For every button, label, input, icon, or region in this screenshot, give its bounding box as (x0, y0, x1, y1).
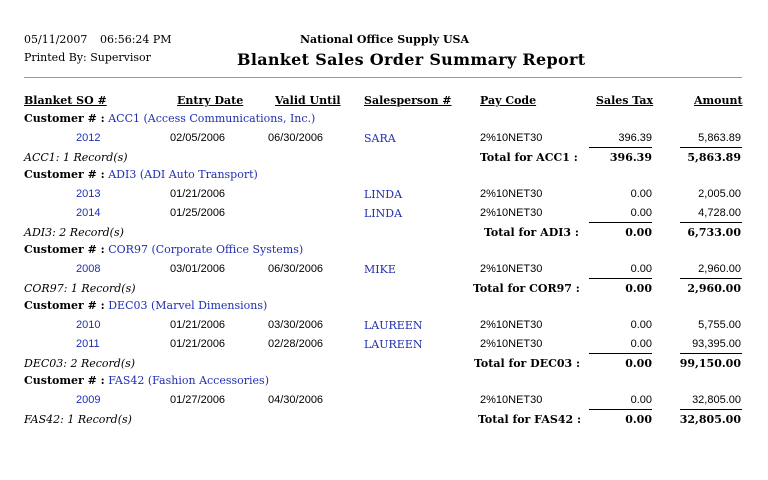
amount-cell: 5,755.00 (698, 319, 741, 331)
salesperson-link[interactable]: LINDA (364, 207, 403, 220)
customer-name-link[interactable]: ADI3 (ADI Auto Transport) (108, 168, 258, 181)
customer-group-header (24, 243, 303, 256)
group-total-amount: 6,733.00 (687, 226, 741, 239)
group-total-amount: 99,150.00 (679, 357, 741, 370)
col-header-sales-tax: Sales Tax (596, 94, 654, 107)
valid-until-cell: 04/30/2006 (268, 394, 324, 406)
so-number-link[interactable]: 2013 (76, 188, 101, 200)
customer-group-header (24, 168, 258, 181)
valid-until-cell: 03/30/2006 (268, 319, 324, 331)
pay-code-cell: 2%10NET30 (480, 263, 543, 275)
amount-cell: 32,805.00 (692, 394, 741, 406)
sales-tax-cell: 0.00 (630, 338, 652, 350)
entry-date-cell: 03/01/2006 (170, 263, 226, 275)
valid-until-cell: 06/30/2006 (268, 132, 324, 144)
total-underline (589, 222, 652, 223)
customer-name-link[interactable]: ACC1 (Access Communications, Inc.) (108, 112, 316, 125)
amount-cell: 93,395.00 (692, 338, 741, 350)
printed-by: Printed By: Supervisor (24, 51, 151, 64)
group-total-tax: 0.00 (625, 413, 652, 426)
group-total-label: Total for ACC1 : (480, 151, 578, 164)
group-total-amount: 32,805.00 (679, 413, 741, 426)
salesperson-link[interactable]: LAUREEN (364, 319, 423, 332)
customer-group-header (24, 374, 269, 387)
group-total-label: Total for ADI3 : (484, 226, 579, 239)
col-header-entry-date: Entry Date (177, 94, 244, 107)
group-total-amount: 2,960.00 (687, 282, 741, 295)
total-underline (589, 278, 652, 279)
customer-label: Customer # : (24, 112, 105, 125)
total-underline (589, 409, 652, 410)
amount-cell: 2,005.00 (698, 188, 741, 200)
group-total-amount: 5,863.89 (687, 151, 741, 164)
group-total-tax: 0.00 (625, 282, 652, 295)
col-header-so: Blanket SO # (24, 94, 107, 107)
sales-tax-cell: 396.39 (618, 132, 652, 144)
so-number-link[interactable]: 2014 (76, 207, 101, 219)
customer-label: Customer # : (24, 299, 105, 312)
entry-date-cell: 02/05/2006 (170, 132, 226, 144)
customer-label: Customer # : (24, 243, 105, 256)
customer-name-link[interactable]: DEC03 (Marvel Dimensions) (108, 299, 268, 312)
sales-tax-cell: 0.00 (630, 319, 652, 331)
group-total-tax: 0.00 (625, 226, 652, 239)
amount-cell: 5,863.89 (698, 132, 741, 144)
so-number-link[interactable]: 2010 (76, 319, 101, 331)
record-count: ACC1: 1 Record(s) (24, 151, 128, 164)
salesperson-link[interactable]: SARA (364, 132, 396, 145)
customer-group-header (24, 112, 315, 125)
customer-name-link[interactable]: COR97 (Corporate Office Systems) (108, 243, 304, 256)
pay-code-cell: 2%10NET30 (480, 188, 543, 200)
report-title: Blanket Sales Order Summary Report (237, 50, 586, 69)
customer-label: Customer # : (24, 168, 105, 181)
amount-cell: 2,960.00 (698, 263, 741, 275)
valid-until-cell: 06/30/2006 (268, 263, 324, 275)
header-rule (24, 77, 742, 78)
record-count: COR97: 1 Record(s) (24, 282, 136, 295)
customer-label: Customer # : (24, 374, 105, 387)
pay-code-cell: 2%10NET30 (480, 394, 543, 406)
record-count: FAS42: 1 Record(s) (24, 413, 132, 426)
entry-date-cell: 01/25/2006 (170, 207, 226, 219)
record-count: DEC03: 2 Record(s) (24, 357, 136, 370)
pay-code-cell: 2%10NET30 (480, 319, 543, 331)
pay-code-cell: 2%10NET30 (480, 132, 543, 144)
col-header-salesperson: Salesperson # (364, 94, 452, 107)
valid-until-cell: 02/28/2006 (268, 338, 324, 350)
total-underline (680, 353, 742, 354)
entry-date-cell: 01/21/2006 (170, 319, 226, 331)
col-header-valid-until: Valid Until (275, 94, 341, 107)
group-total-label: Total for FAS42 : (478, 413, 582, 426)
group-total-label: Total for COR97 : (473, 282, 580, 295)
amount-cell: 4,728.00 (698, 207, 741, 219)
total-underline (680, 147, 742, 148)
customer-group-header (24, 299, 267, 312)
total-underline (589, 147, 652, 148)
report-time: 06:56:24 PM (100, 33, 172, 46)
sales-tax-cell: 0.00 (630, 207, 652, 219)
so-number-link[interactable]: 2009 (76, 394, 101, 406)
entry-date-cell: 01/27/2006 (170, 394, 226, 406)
entry-date-cell: 01/21/2006 (170, 188, 226, 200)
entry-date-cell: 01/21/2006 (170, 338, 226, 350)
customer-name-link[interactable]: FAS42 (Fashion Accessories) (108, 374, 269, 387)
report-date: 05/11/2007 (24, 33, 88, 46)
group-total-label: Total for DEC03 : (474, 357, 581, 370)
pay-code-cell: 2%10NET30 (480, 207, 543, 219)
sales-tax-cell: 0.00 (630, 263, 652, 275)
group-total-tax: 396.39 (609, 151, 652, 164)
salesperson-link[interactable]: MIKE (364, 263, 396, 276)
company-name: National Office Supply USA (300, 33, 470, 46)
pay-code-cell: 2%10NET30 (480, 338, 543, 350)
total-underline (680, 409, 742, 410)
salesperson-link[interactable]: LINDA (364, 188, 403, 201)
so-number-link[interactable]: 2012 (76, 132, 101, 144)
total-underline (680, 222, 742, 223)
group-total-tax: 0.00 (625, 357, 652, 370)
sales-tax-cell: 0.00 (630, 394, 652, 406)
total-underline (589, 353, 652, 354)
sales-tax-cell: 0.00 (630, 188, 652, 200)
so-number-link[interactable]: 2008 (76, 263, 101, 275)
total-underline (680, 278, 742, 279)
col-header-pay-code: Pay Code (480, 94, 537, 107)
record-count: ADI3: 2 Record(s) (24, 226, 124, 239)
salesperson-link[interactable]: LAUREEN (364, 338, 423, 351)
so-number-link[interactable]: 2011 (76, 338, 100, 350)
col-header-amount: Amount (694, 94, 743, 107)
